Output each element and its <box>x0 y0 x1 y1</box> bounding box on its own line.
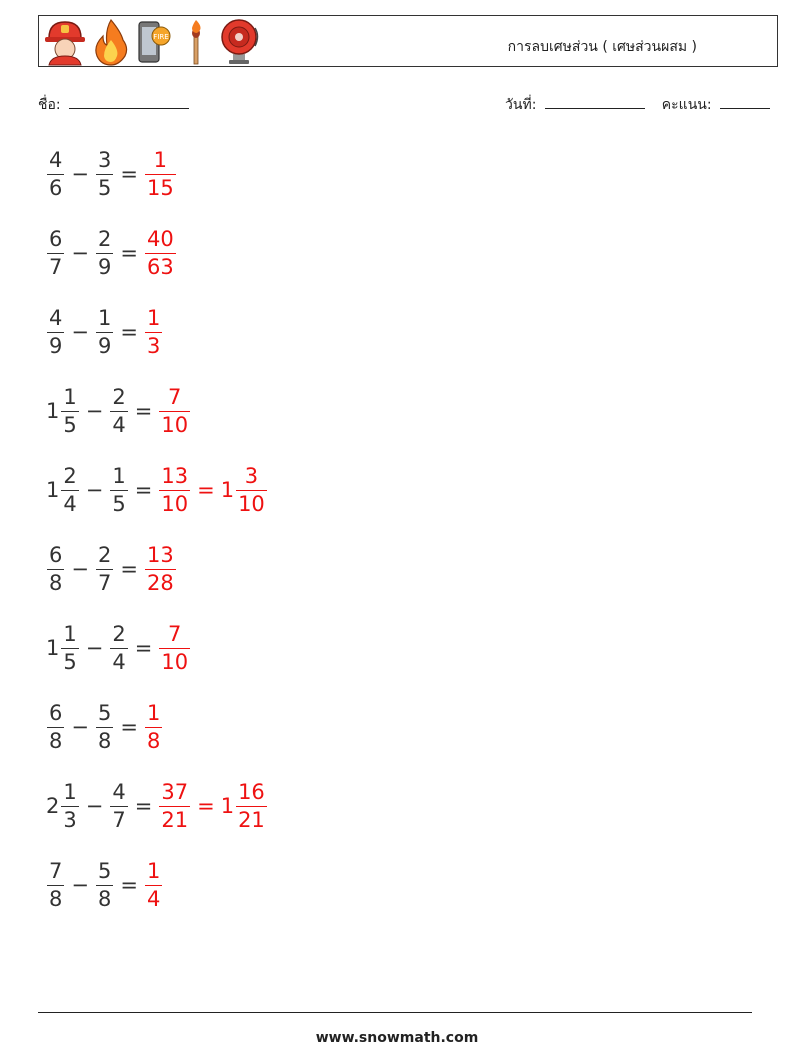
numerator: 16 <box>238 779 265 804</box>
minus-sign: − <box>85 478 104 502</box>
numerator: 2 <box>97 542 112 567</box>
first-fraction <box>46 858 65 913</box>
name-field <box>38 94 189 116</box>
denominator: 5 <box>63 649 77 674</box>
answer-fraction <box>158 463 191 518</box>
denominator: 7 <box>112 807 126 832</box>
whole-number: 1 <box>46 636 60 660</box>
denominator: 9 <box>97 333 112 358</box>
denominator: 4 <box>63 491 77 516</box>
denominator: 3 <box>63 807 77 832</box>
header-icons <box>43 18 263 66</box>
answer-whole-number: 1 <box>220 794 235 818</box>
problem-row <box>46 855 163 915</box>
answer <box>144 542 177 597</box>
answer <box>144 147 177 202</box>
denominator: 5 <box>63 412 77 437</box>
equals-sign: = <box>134 636 153 660</box>
denominator: 21 <box>238 807 265 832</box>
numerator: 13 <box>146 542 174 567</box>
first-fraction <box>46 542 65 597</box>
denominator: 28 <box>146 570 174 595</box>
answer <box>158 621 191 676</box>
answer <box>158 384 191 439</box>
equals-sign: = <box>120 873 138 897</box>
numerator: 2 <box>112 384 126 409</box>
sheet-title: การลบเศษส่วน ( เศษส่วนผสม ) <box>507 39 697 55</box>
answer-fraction <box>158 384 191 439</box>
second-fraction <box>95 542 114 597</box>
denominator: 4 <box>146 886 161 911</box>
equals-sign: = <box>120 715 138 739</box>
denominator: 10 <box>161 491 189 516</box>
denominator: 7 <box>49 254 63 279</box>
numerator: 1 <box>146 858 161 883</box>
answer <box>158 463 267 518</box>
problem-row <box>46 776 268 836</box>
problem-row <box>46 144 177 204</box>
date-label: วันที่: <box>505 97 537 113</box>
numerator: 1 <box>146 700 161 725</box>
denominator: 3 <box>146 333 161 358</box>
denominator: 10 <box>238 491 265 516</box>
numerator: 1 <box>63 384 77 409</box>
equals-sign: = <box>120 241 138 265</box>
denominator: 10 <box>161 412 189 437</box>
minus-sign: − <box>71 162 89 186</box>
second-fraction <box>95 858 114 913</box>
problem-row <box>46 539 177 599</box>
problem-row <box>46 223 177 283</box>
second-fraction <box>109 384 128 439</box>
problem-row <box>46 618 191 678</box>
numerator: 40 <box>146 226 174 251</box>
answer <box>144 700 163 755</box>
numerator: 4 <box>49 305 63 330</box>
numerator: 1 <box>63 621 77 646</box>
second-fraction <box>109 779 128 834</box>
denominator: 9 <box>49 333 63 358</box>
name-label: ชื่อ: <box>38 97 61 113</box>
minus-sign: − <box>71 320 89 344</box>
date-blank <box>545 94 645 109</box>
second-fraction <box>109 621 128 676</box>
numerator: 7 <box>168 621 182 646</box>
answer-fraction <box>158 621 191 676</box>
problem-row <box>46 302 163 362</box>
numerator: 6 <box>49 700 63 725</box>
numerator: 5 <box>97 858 112 883</box>
fire-icon <box>91 18 131 66</box>
denominator: 21 <box>161 807 189 832</box>
numerator: 2 <box>112 621 126 646</box>
minus-sign: − <box>85 399 104 423</box>
header-box <box>38 15 778 67</box>
fire-alarm-bell-icon <box>217 18 263 66</box>
numerator: 6 <box>49 542 63 567</box>
equals-sign: = <box>197 794 215 818</box>
minus-sign: − <box>85 636 104 660</box>
answer-fraction <box>144 858 163 913</box>
whole-number: 1 <box>46 478 60 502</box>
footer-divider <box>38 1012 752 1013</box>
answer-mixed-fraction <box>235 779 268 834</box>
answer-fraction <box>158 779 191 834</box>
answer <box>158 779 267 834</box>
numerator: 3 <box>97 147 112 172</box>
denominator: 15 <box>146 175 174 200</box>
denominator: 9 <box>97 254 112 279</box>
whole-number: 1 <box>46 399 60 423</box>
first-fraction <box>60 384 79 439</box>
answer-fraction <box>144 226 177 281</box>
match-icon <box>179 18 213 66</box>
equals-sign: = <box>120 320 138 344</box>
first-fraction <box>46 226 65 281</box>
first-fraction <box>46 700 65 755</box>
date-score-fields <box>505 94 770 116</box>
equals-sign: = <box>134 478 153 502</box>
phone-badge-text: FIRE <box>153 33 169 41</box>
numerator: 1 <box>146 305 161 330</box>
denominator: 8 <box>49 728 63 753</box>
numerator: 13 <box>161 463 189 488</box>
phone-fire-alert-icon <box>135 18 175 66</box>
second-fraction <box>95 147 114 202</box>
denominator: 8 <box>49 570 63 595</box>
denominator: 6 <box>49 175 63 200</box>
second-fraction <box>95 305 114 360</box>
denominator: 8 <box>146 728 161 753</box>
first-fraction <box>60 621 79 676</box>
answer <box>144 858 163 913</box>
numerator: 6 <box>49 226 63 251</box>
answer <box>144 305 163 360</box>
numerator: 2 <box>97 226 112 251</box>
denominator: 7 <box>97 570 112 595</box>
problem-row <box>46 697 163 757</box>
numerator: 7 <box>49 858 63 883</box>
score-blank <box>720 94 770 109</box>
answer-fraction <box>144 542 177 597</box>
first-fraction <box>60 463 79 518</box>
numerator: 37 <box>161 779 189 804</box>
second-fraction <box>95 700 114 755</box>
score-label: คะแนน: <box>661 97 712 113</box>
equals-sign: = <box>134 794 153 818</box>
equals-sign: = <box>134 399 153 423</box>
numerator: 7 <box>168 384 182 409</box>
equals-sign: = <box>197 478 215 502</box>
numerator: 1 <box>112 463 126 488</box>
denominator: 8 <box>97 886 112 911</box>
name-blank <box>69 94 189 109</box>
numerator: 5 <box>97 700 112 725</box>
second-fraction <box>109 463 128 518</box>
answer-fraction <box>144 147 177 202</box>
denominator: 10 <box>161 649 189 674</box>
denominator: 5 <box>112 491 126 516</box>
footer-url: www.snowmath.com <box>315 1030 479 1046</box>
equals-sign: = <box>120 557 138 581</box>
numerator: 4 <box>112 779 126 804</box>
answer <box>144 226 177 281</box>
minus-sign: − <box>71 241 89 265</box>
numerator: 1 <box>63 779 77 804</box>
first-fraction <box>46 305 65 360</box>
numerator: 4 <box>49 147 63 172</box>
numerator: 2 <box>63 463 77 488</box>
answer-fraction <box>144 305 163 360</box>
numerator: 1 <box>97 305 112 330</box>
denominator: 63 <box>146 254 174 279</box>
second-fraction <box>95 226 114 281</box>
minus-sign: − <box>85 794 104 818</box>
first-fraction <box>46 147 65 202</box>
denominator: 8 <box>49 886 63 911</box>
first-fraction <box>60 779 79 834</box>
minus-sign: − <box>71 873 89 897</box>
denominator: 5 <box>97 175 112 200</box>
equals-sign: = <box>120 162 138 186</box>
whole-number: 2 <box>46 794 60 818</box>
numerator: 1 <box>153 147 168 172</box>
firefighter-icon <box>43 18 87 66</box>
problem-row <box>46 381 191 441</box>
denominator: 4 <box>112 412 126 437</box>
answer-mixed-fraction <box>235 463 268 518</box>
minus-sign: − <box>71 715 89 739</box>
problem-row <box>46 460 268 520</box>
minus-sign: − <box>71 557 89 581</box>
denominator: 8 <box>97 728 112 753</box>
answer-whole-number: 1 <box>220 478 235 502</box>
denominator: 4 <box>112 649 126 674</box>
numerator: 3 <box>244 463 259 488</box>
answer-fraction <box>144 700 163 755</box>
